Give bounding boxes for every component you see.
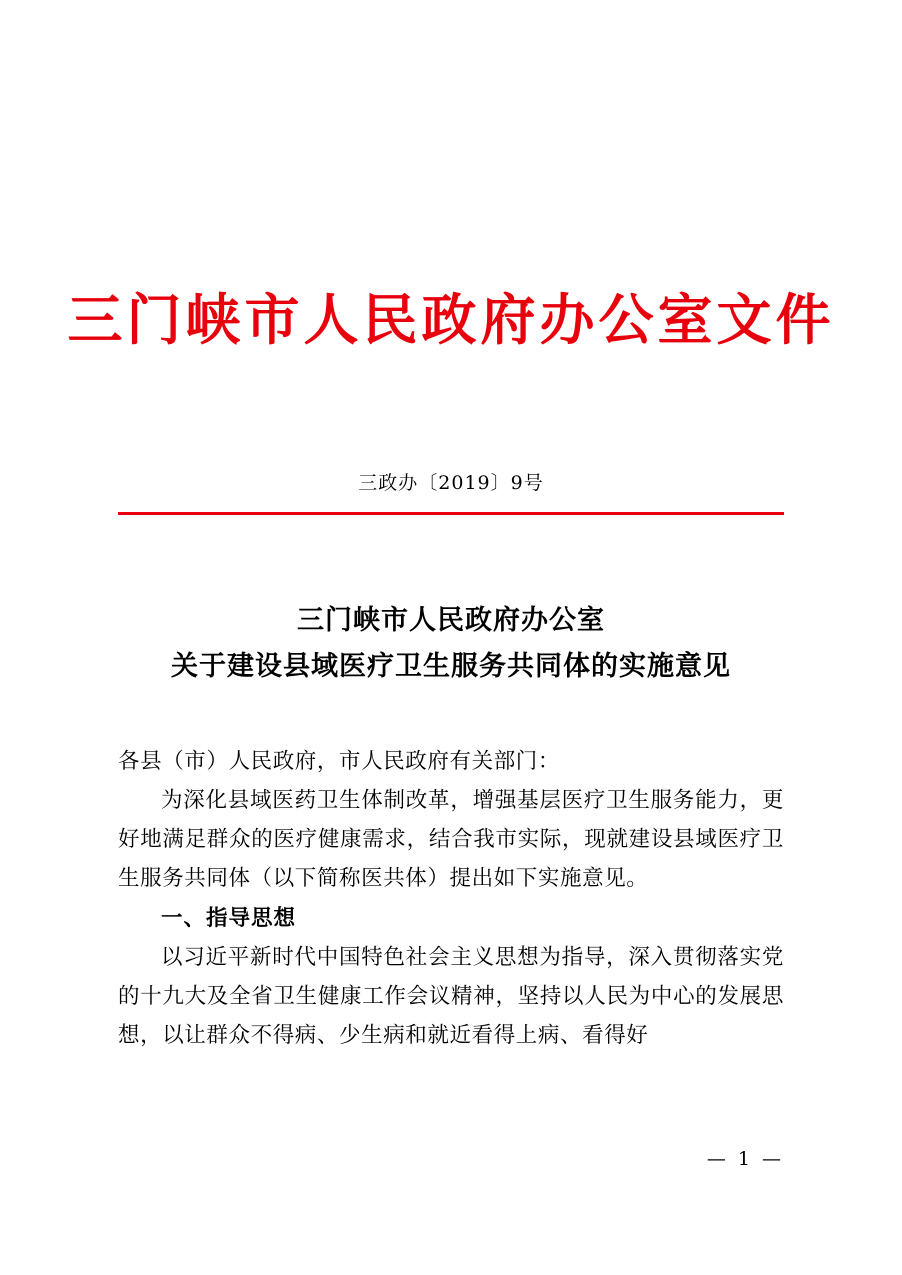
section-heading-1: 一、指导思想 [161, 905, 297, 931]
document-number: 三政办〔2019〕9号 [358, 472, 544, 494]
title-line-1: 三门峡市人民政府办公室 [297, 605, 605, 636]
page-number: — 1 — [706, 1148, 784, 1170]
salutation: 各县（市）人民政府，市人民政府有关部门： [118, 749, 561, 774]
red-separator-rule [118, 512, 784, 515]
masthead [0, 288, 902, 351]
body-paragraph-1: 为深化县域医药卫生体制改革，增强基层医疗卫生服务能力，更好地满足群众的医疗健康需求，结合我市实际，现就建设县域医疗卫生服务共同体（以下简称医共体）提出如下实施意见。 [118, 788, 784, 892]
title-line-2: 关于建设县域医疗卫生服务共同体的实施意见 [171, 651, 731, 683]
body-paragraph-2: 以习近平新时代中国特色社会主义思想为指导，深入贯彻落实党的十九大及全省卫生健康工作会议精神，坚持以人民为中心的发展思想，以让群众不得病、少生病和就近看得上病、看得好 [118, 944, 784, 1048]
document-title [0, 598, 902, 691]
masthead-title: 三门峡市人民政府办公室文件 [67, 287, 835, 352]
document-body [118, 742, 784, 1055]
